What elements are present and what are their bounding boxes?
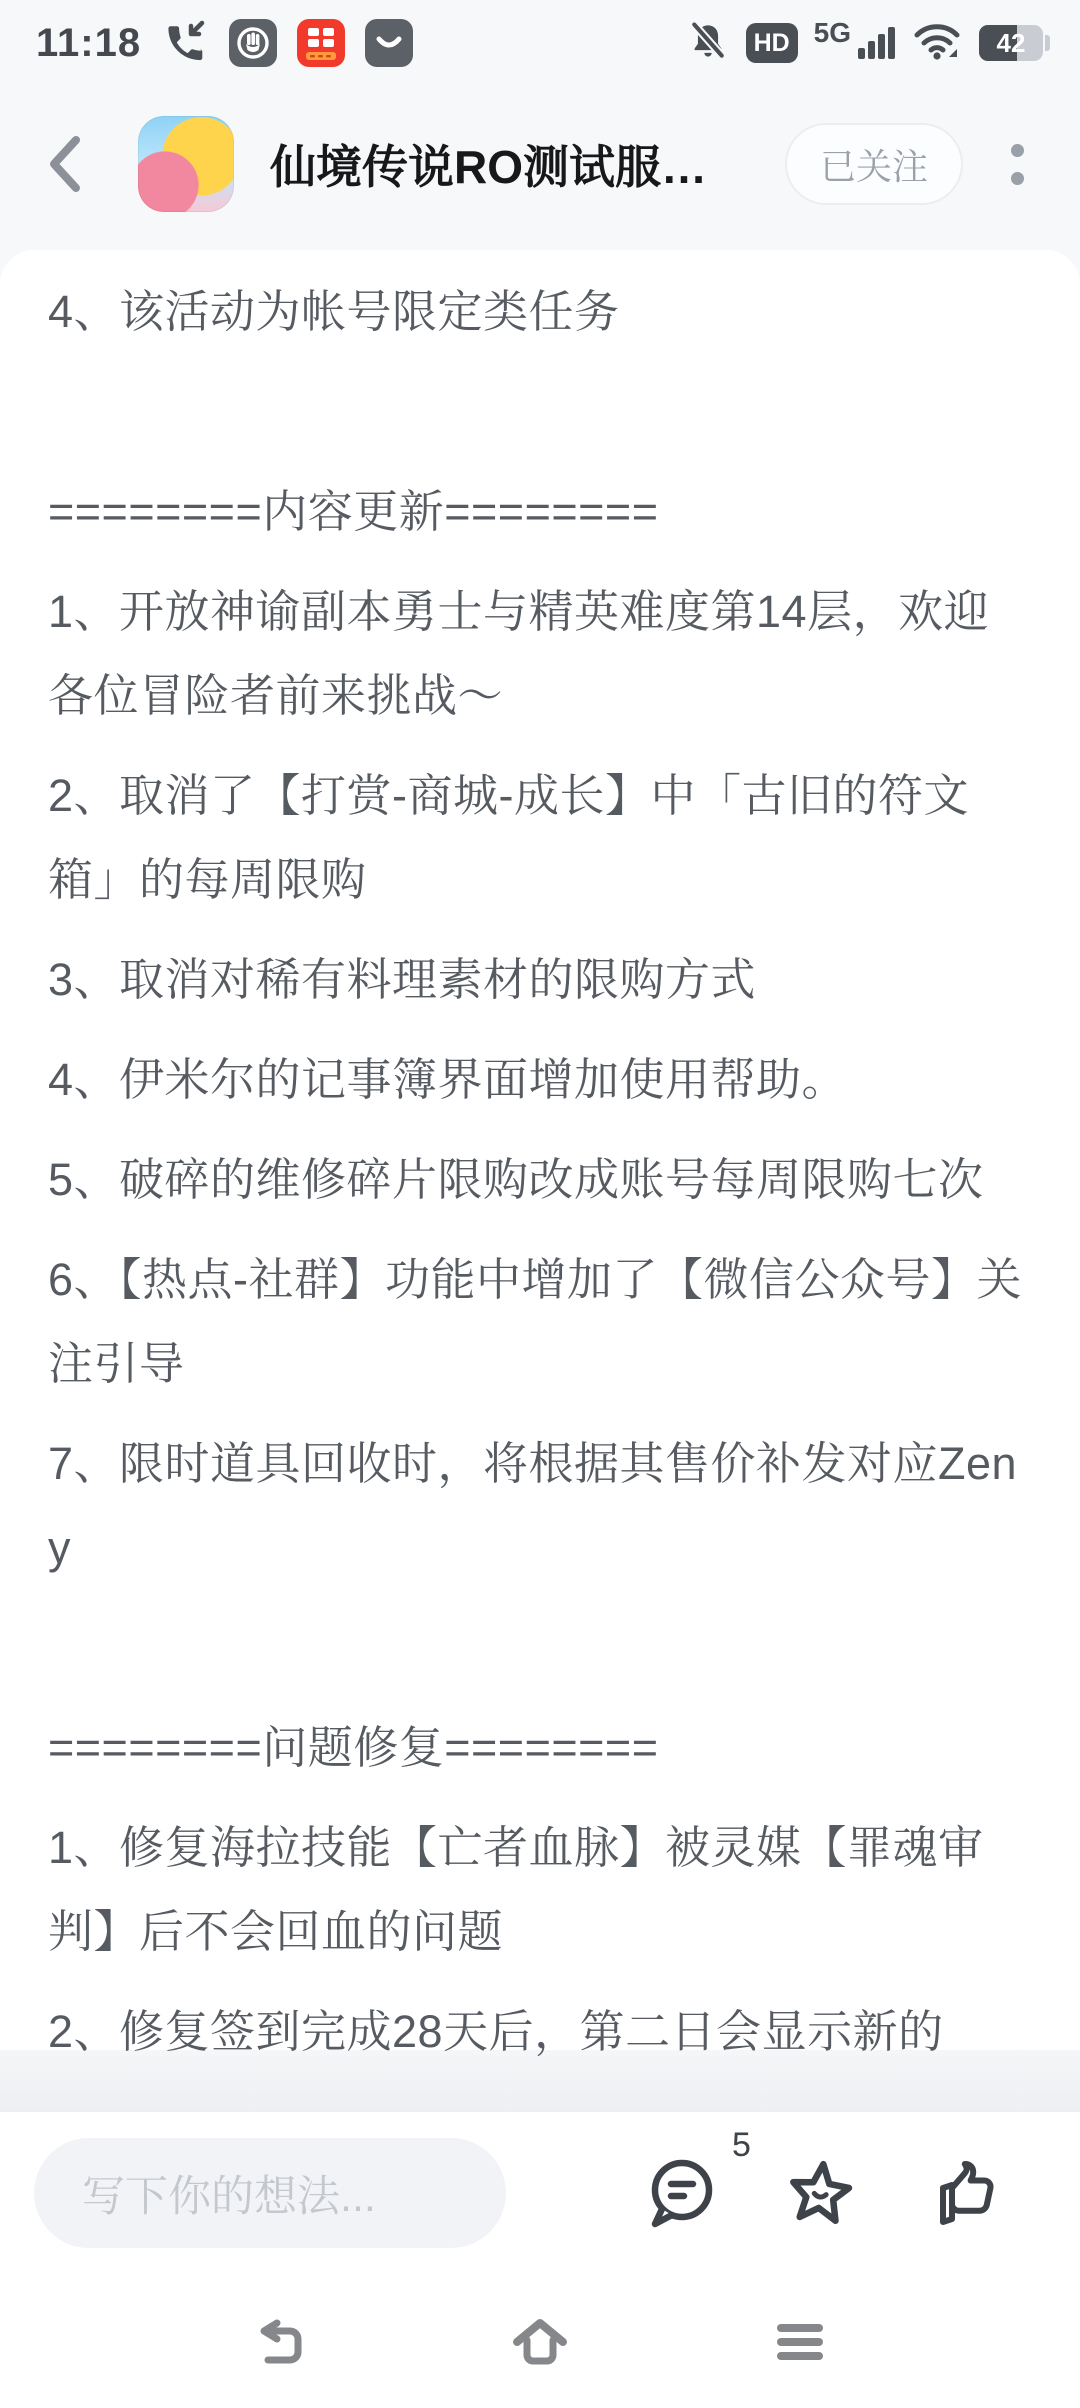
more-menu-icon — [1011, 144, 1024, 157]
content-paragraph: ========内容更新======== — [48, 486, 659, 537]
nav-home-button[interactable] — [500, 2302, 580, 2382]
nav-menu-icon — [774, 2318, 826, 2366]
comment-input-placeholder: 写下你的想法... — [82, 2172, 376, 2221]
post-content — [0, 250, 1080, 2090]
comment-input[interactable] — [34, 2138, 506, 2248]
more-menu-icon — [1011, 172, 1024, 185]
bell-muted-icon — [686, 19, 730, 68]
star-icon — [778, 2152, 862, 2236]
favorite-button[interactable] — [778, 2152, 862, 2236]
red-app-icon — [297, 19, 345, 67]
signal-5g-icon: 5G — [814, 27, 895, 59]
hd-badge: HD — [746, 23, 798, 63]
more-menu-button[interactable] — [1011, 144, 1024, 185]
nav-back-button[interactable] — [240, 2302, 320, 2382]
comment-bar — [0, 2112, 1080, 2275]
like-button[interactable] — [926, 2152, 1010, 2236]
followed-button-label: 已关注 — [819, 145, 928, 187]
channel-title: 仙境传说RO测试服… — [270, 141, 707, 193]
status-bar — [0, 0, 1080, 76]
content-paragraph: 3、取消对稀有料理素材的限购方式 — [48, 954, 757, 1005]
status-bar-right — [686, 19, 1050, 68]
comment-bubble-icon — [638, 2152, 722, 2236]
hand-circle-app-icon — [229, 19, 277, 67]
clock-text: 11:18 — [36, 20, 142, 65]
phone-call-icon — [161, 17, 209, 70]
content-paragraph: 2、修复签到完成28天后，第二日会显示新的 — [48, 2006, 944, 2057]
status-bar-left — [36, 17, 413, 70]
header-bar — [0, 76, 1080, 252]
smile-app-icon — [365, 19, 413, 67]
content-paragraph: 7、限时道具回收时，将根据其售价补发对应Zeny — [48, 1438, 1018, 1573]
content-paragraph: 6、【热点-社群】功能中增加了【微信公众号】关注引导 — [48, 1254, 1023, 1389]
content-paragraph: ========问题修复======== — [48, 1722, 659, 1773]
content-paragraph: 4、该活动为帐号限定类任务 — [48, 286, 620, 337]
content-paragraph: 1、修复海拉技能【亡者血脉】被灵媒【罪魂审判】后不会回血的问题 — [48, 1822, 984, 1957]
nav-home-icon — [509, 2315, 571, 2369]
battery-indicator — [979, 25, 1050, 61]
battery-percent-text: 42 — [996, 27, 1026, 58]
followed-button[interactable] — [785, 123, 963, 205]
content-paragraph: 5、破碎的维修碎片限购改成账号每周限购七次 — [48, 1154, 984, 1205]
system-nav-bar — [0, 2275, 1080, 2408]
comments-button[interactable] — [638, 2152, 722, 2236]
nav-back-icon — [252, 2314, 308, 2370]
back-chevron-icon — [44, 128, 88, 200]
wifi-icon — [911, 19, 963, 68]
content-paragraph: 2、取消了【打赏-商城-成长】中「古旧的符文箱」的每周限购 — [48, 770, 969, 905]
channel-avatar[interactable] — [138, 116, 234, 212]
content-paragraph: 4、伊米尔的记事簿界面增加使用帮助。 — [48, 1054, 848, 1105]
thumbs-up-icon — [926, 2152, 1010, 2236]
nav-menu-button[interactable] — [760, 2302, 840, 2382]
comment-count-badge: 5 — [732, 2126, 751, 2164]
content-paragraph: 1、开放神谕副本勇士与精英难度第14层，欢迎各位冒险者前来挑战～ — [48, 586, 990, 721]
back-button[interactable] — [44, 124, 100, 204]
